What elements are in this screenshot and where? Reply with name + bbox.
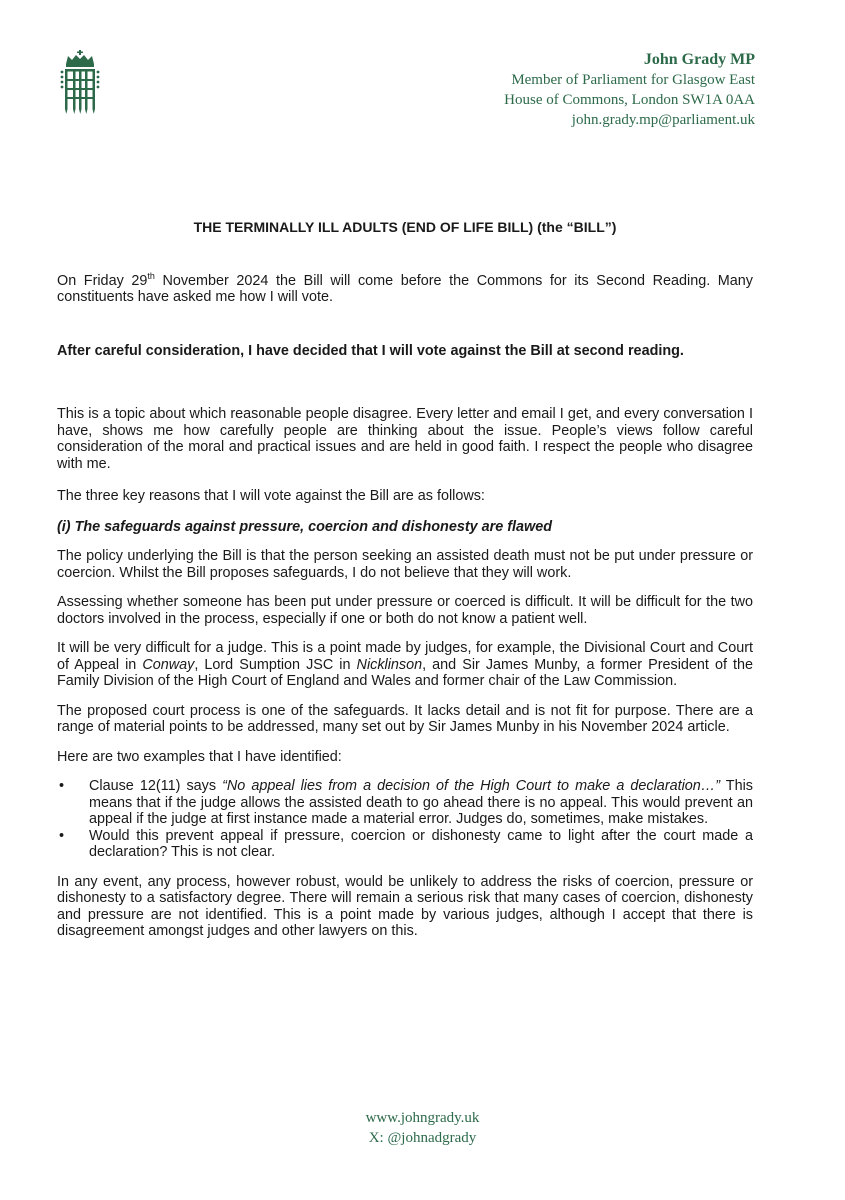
case-conway: Conway bbox=[142, 656, 195, 673]
mp-name: John Grady MP bbox=[643, 51, 755, 68]
intro-paragraph bbox=[57, 270, 753, 306]
examples-list bbox=[57, 778, 753, 861]
clause-quote: “No appeal lies from a decision of the High Court to make a declaration…” bbox=[222, 778, 720, 794]
intro-text-end: November 2024 the Bill will come before the Commons for its Second Reading. Many constituents have asked me how I will vote. bbox=[57, 272, 753, 305]
portcullis-icon bbox=[60, 50, 100, 122]
date-suffix: th bbox=[147, 270, 155, 281]
list-item: • Clause 12(11) says “No appeal lies from a decision of the High Court to make a declaration…” This means that if the judge allows the assisted death to go ahead there is no appeal. This would prevent an appeal if the judge at first instance made a material error. Judges do, sometimes, make mistakes. bbox=[57, 778, 753, 828]
paragraph-key-reasons: The three key reasons that I will vote against the Bill are as follows: bbox=[57, 488, 485, 504]
mp-role: Member of Parliament for Glasgow East bbox=[511, 72, 755, 88]
website-link[interactable]: www.johngrady.uk bbox=[365, 1110, 480, 1126]
letter-body bbox=[57, 219, 753, 940]
case-nicklinson: Nicklinson bbox=[356, 656, 423, 673]
intro-text-start: On Friday 29 bbox=[57, 272, 148, 289]
decision-statement: After careful consideration, I have decided that I will vote against the Bill at second reading. bbox=[57, 342, 684, 359]
paragraph-judges: It will be very difficult for a judge. This is a point made by judges, for example, the Divisional Court and Court of Appeal in Conway, Lord Sumption JSC in Nicklinson, and Sir James Munby, a former President of the Family Division of the High Court of England and Wales and former chair of the Law Commission. bbox=[57, 640, 753, 689]
mp-address: House of Commons, London SW1A 0AA bbox=[504, 92, 755, 108]
letter-footer bbox=[0, 1108, 845, 1148]
document-title: THE TERMINALLY ILL ADULTS (END OF LIFE BILL) (the “BILL”) bbox=[193, 219, 617, 235]
letterhead bbox=[504, 50, 755, 130]
section-heading-safeguards: (i) The safeguards against pressure, coercion and dishonesty are flawed bbox=[57, 518, 553, 535]
mp-email[interactable]: john.grady.mp@parliament.uk bbox=[571, 112, 755, 128]
social-handle[interactable]: X: @johnadgrady bbox=[368, 1130, 477, 1146]
paragraph-policy: The policy underlying the Bill is that the person seeking an assisted death must not be put under pressure or coercion. Whilst the Bill proposes safeguards, I do not believe that they will work. bbox=[57, 548, 753, 581]
paragraph-conclusion: In any event, any process, however robust, would be unlikely to address the risks of coercion, pressure or dishonesty to a satisfactory degree. There will remain a serious risk that many cases of coercion, dishonesty and pressure are not identified. This is a point made by various judges, although I accept that there is disagreement amongst judges and other lawyers on this. bbox=[57, 873, 753, 939]
paragraph-examples-intro: Here are two examples that I have identified: bbox=[57, 748, 342, 765]
list-item: • Would this prevent appeal if pressure, coercion or dishonesty came to light after the court made a declaration? This is not clear. bbox=[57, 828, 753, 861]
paragraph-court-process: The proposed court process is one of the safeguards. It lacks detail and is not fit for purpose. There are a range of material points to be addressed, many set out by Sir James Munby in his November 2024 article. bbox=[57, 702, 753, 735]
paragraph-reasonable-disagreement: This is a topic about which reasonable people disagree. Every letter and email I get, and every conversation I have, shows me how carefully people are thinking about the issue. People’s views follow careful consideration of the moral and practical issues and are held in good faith. I respect the people who disagree with me. bbox=[57, 406, 753, 472]
paragraph-assessing: Assessing whether someone has been put under pressure or coerced is difficult. It will be difficult for the two doctors involved in the process, especially if one or both do not know a patient well. bbox=[57, 594, 753, 627]
